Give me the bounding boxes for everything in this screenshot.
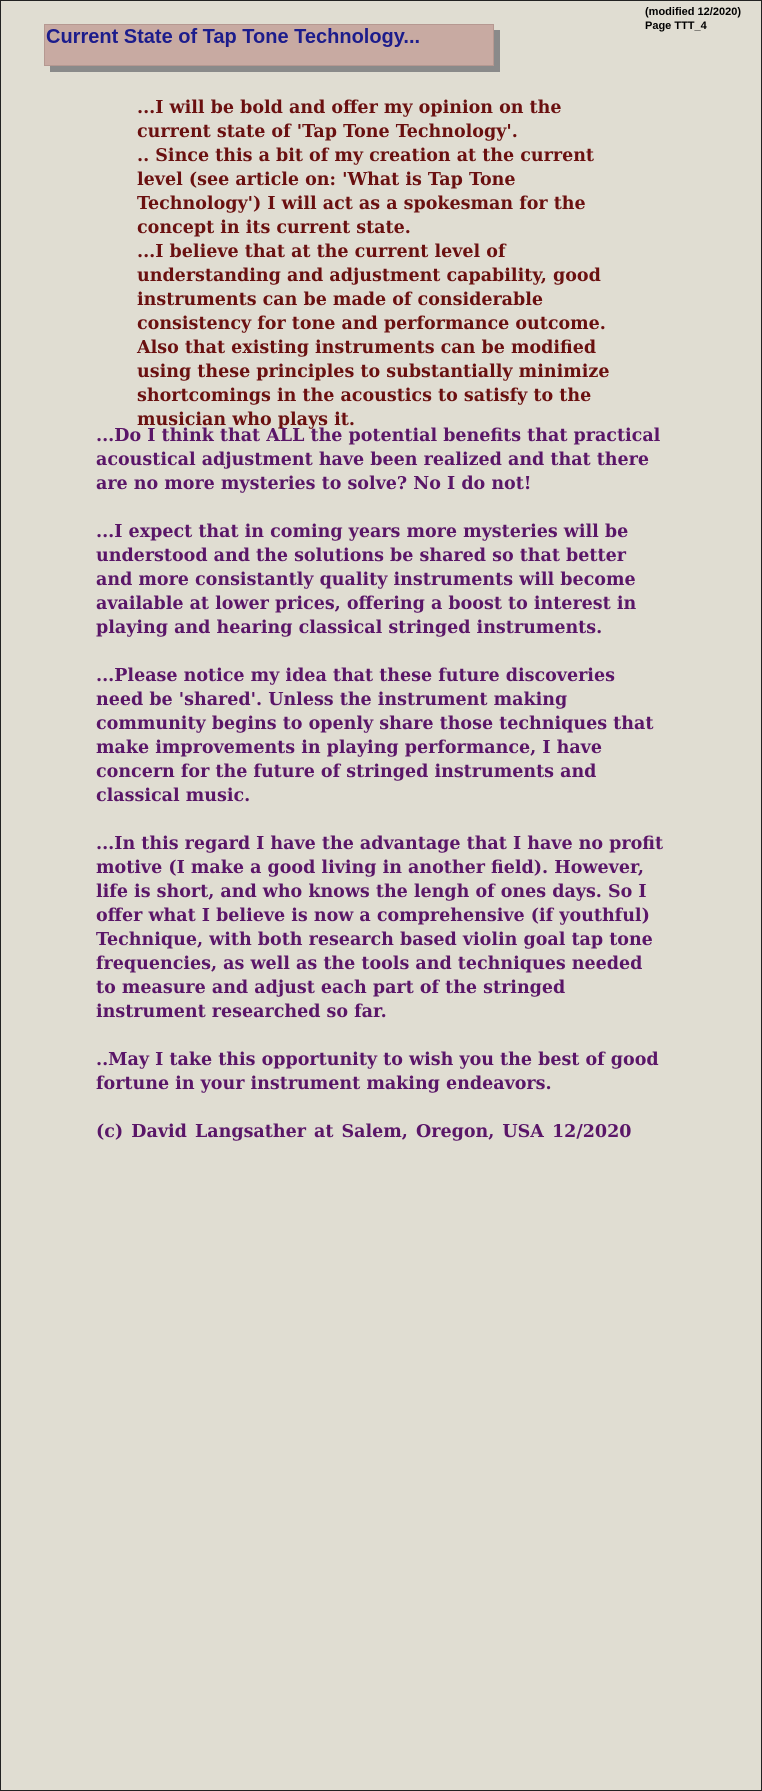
body-paragraph: ...In this regard I have the advantage that I have no profit motive (I make a good living in another field). However, life is short, and who knows the lengh of ones days. So I offer what I believe is now a comprehensive (if youthful) Technique, with both research based violin goal tap tone frequencies, as well as the tools and techniques needed to measure and adjust each part of the stringed instrument researched so far. bbox=[96, 834, 664, 1022]
modified-date: (modified 12/2020) bbox=[645, 6, 741, 18]
copyright-signature: (c) David Langsather at Salem, Oregon, USA 12/2020 bbox=[96, 1122, 632, 1142]
body-paragraph: ...Do I think that ALL the potential benefits that practical acoustical adjustment have been realized and that there are no more mysteries to solve? No I do not! bbox=[96, 426, 661, 494]
page-number: Page TTT_4 bbox=[645, 20, 707, 32]
page-meta bbox=[645, 5, 741, 33]
body-text bbox=[96, 424, 666, 1168]
intro-block bbox=[137, 96, 627, 432]
body-paragraph: ...I expect that in coming years more mysteries will be understood and the solutions be shared so that better and more consistantly quality instruments will become available at lower prices, offering a boost to interest in playing and hearing classical stringed instruments. bbox=[96, 522, 637, 638]
title-banner bbox=[44, 24, 494, 66]
page-title: Current State of Tap Tone Technology... bbox=[46, 26, 421, 48]
body-paragraph: ...Please notice my idea that these future discoveries need be 'shared'. Unless the instrument making community begins to openly share those techniques that make improvements in playing performance, I have concern for the future of stringed instruments and classical music. bbox=[96, 666, 654, 806]
intro-paragraph: .. Since this a bit of my creation at the current level (see article on: 'What is Tap Tone Technology') I will act as a spokesman for the concept in its current state. bbox=[137, 146, 595, 238]
body-paragraph: ..May I take this opportunity to wish you the best of good fortune in your instrument making endeavors. bbox=[96, 1050, 659, 1094]
intro-paragraph: ...I will be bold and offer my opinion on the current state of 'Tap Tone Technology'. bbox=[137, 98, 562, 142]
intro-paragraph: ...I believe that at the current level of understanding and adjustment capability, good instruments can be made of considerable consistency for tone and performance outcome. Also that existing instruments can be modified using these principles to substantially minimize shortcomings in the acoustics to satisfy to the musician who plays it. bbox=[137, 242, 610, 430]
